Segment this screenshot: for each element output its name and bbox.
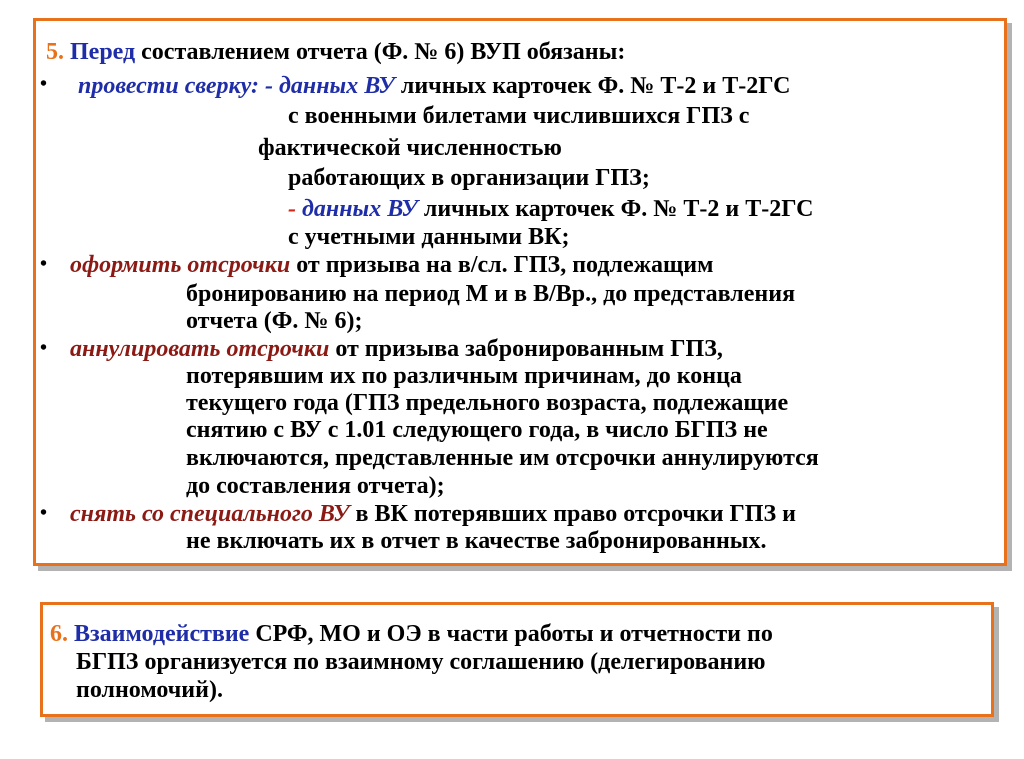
item-4-keyword: снять со специального ВУ bbox=[70, 501, 350, 527]
item-3-line-5: включаются, представленные им отсрочки аннулируются bbox=[186, 445, 819, 471]
section-6-line-2: БГПЗ организуется по взаимному соглашению (делегированию bbox=[76, 649, 766, 675]
item-1-colon-dash: : - bbox=[251, 73, 279, 99]
item-2-rest: от призыва на в/сл. ГПЗ, подлежащим bbox=[290, 252, 714, 278]
item-3-line-6: до составления отчета); bbox=[186, 473, 445, 499]
bullet-4: • bbox=[40, 502, 48, 524]
item-1-sub2-keyword: данных ВУ bbox=[302, 196, 418, 222]
item-1-line-1 bbox=[78, 72, 790, 100]
item-1-line-5 bbox=[288, 195, 813, 223]
item-3-line-4: снятию с ВУ с 1.01 следующего года, в число БГПЗ не bbox=[186, 417, 768, 443]
section-6-line-1 bbox=[50, 620, 773, 648]
item-1-line-3: фактической численностью bbox=[258, 135, 562, 161]
item-1-sub1-rest: личных карточек Ф. № Т-2 и Т-2ГС bbox=[394, 73, 791, 99]
item-2-keyword: оформить отсрочки bbox=[70, 252, 291, 278]
item-1-line-6: с учетными данными ВК; bbox=[288, 224, 570, 250]
item-2-line-1 bbox=[70, 251, 713, 279]
bullet-3: • bbox=[40, 337, 48, 359]
section-6-line-1-rest: СРФ, МО и ОЭ в части работы и отчетности по bbox=[249, 621, 773, 647]
section-5-lead: Перед bbox=[70, 39, 136, 65]
item-3-keyword: аннулировать отсрочки bbox=[70, 336, 330, 362]
item-3-line-3: текущего года (ГПЗ предельного возраста, подлежащие bbox=[186, 390, 789, 416]
item-1-keyword: провести сверку bbox=[78, 73, 252, 99]
item-3-line-1 bbox=[70, 335, 723, 363]
bullet-2: • bbox=[40, 253, 48, 275]
bullet-1: • bbox=[40, 73, 48, 95]
item-4-line-1 bbox=[70, 500, 796, 528]
item-3-line-2: потерявшим их по различным причинам, до конца bbox=[186, 363, 742, 389]
section-6-number: 6. bbox=[50, 621, 68, 647]
item-3-rest: от призыва забронированным ГПЗ, bbox=[329, 336, 723, 362]
section-5-title-rest: составлением отчета (Ф. № 6) ВУП обязаны: bbox=[135, 39, 626, 65]
item-1-dash-2: - bbox=[288, 196, 302, 222]
item-4-line-2: не включать их в отчет в качестве забронированных. bbox=[186, 528, 767, 554]
item-1-sub2-rest: личных карточек Ф. № Т-2 и Т-2ГС bbox=[417, 196, 814, 222]
section-6-line-3: полномочий). bbox=[76, 677, 223, 703]
section-6-lead: Взаимодействие bbox=[74, 621, 250, 647]
section-5-number: 5. bbox=[46, 39, 64, 65]
item-2-line-2: бронированию на период М и в В/Вр., до представления bbox=[186, 281, 796, 307]
item-2-line-3: отчета (Ф. № 6); bbox=[186, 308, 363, 334]
item-1-sub1-keyword: данных ВУ bbox=[279, 73, 395, 99]
item-1-line-2: с военными билетами числившихся ГПЗ с bbox=[288, 103, 750, 129]
section-5-heading bbox=[46, 38, 625, 66]
item-1-line-4: работающих в организации ГПЗ; bbox=[288, 165, 650, 191]
item-4-rest: в ВК потерявших право отсрочки ГПЗ и bbox=[349, 501, 796, 527]
